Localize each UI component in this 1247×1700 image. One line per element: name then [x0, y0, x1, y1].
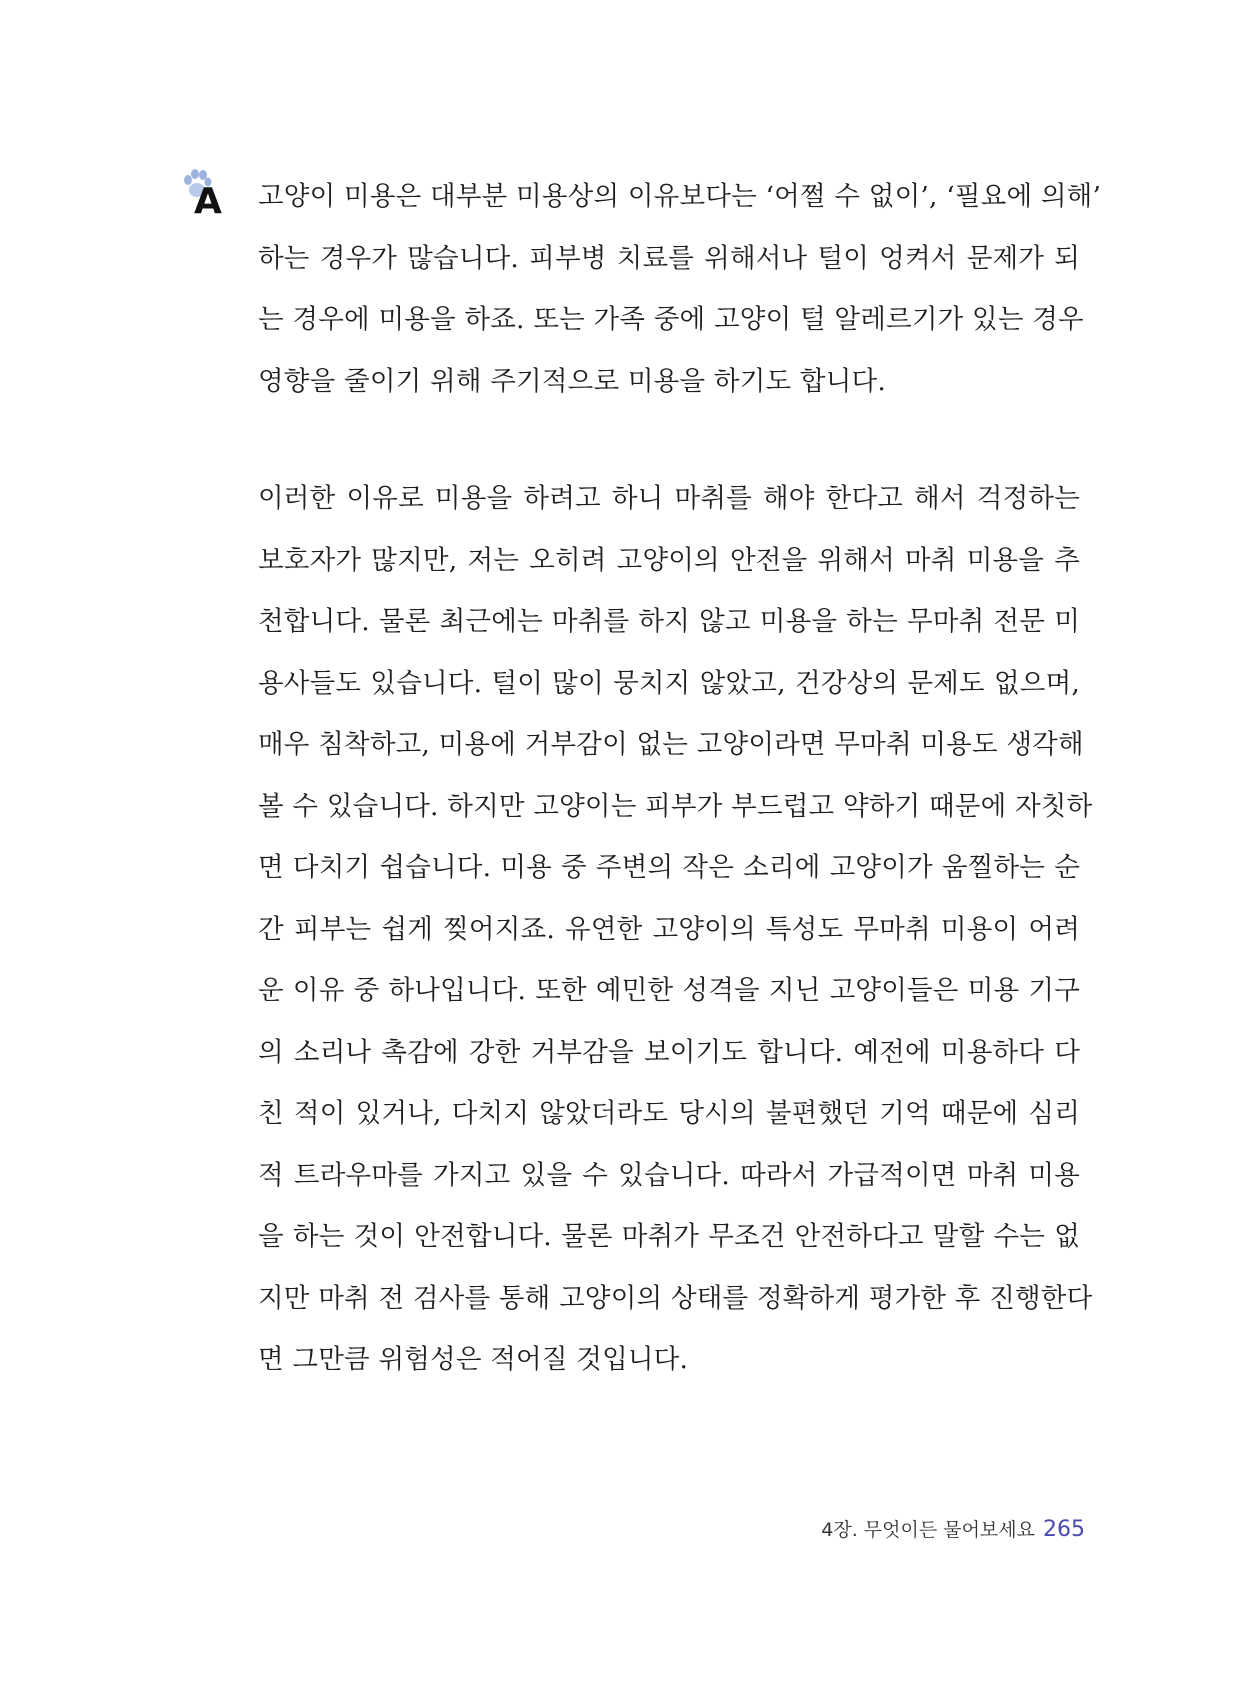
paragraph-2	[258, 468, 1093, 1391]
text-line: 매우 침착하고, 미용에 거부감이 없는 고양이라면 무마취 미용도 생각해	[258, 729, 1084, 760]
page-number: 265	[1043, 1517, 1085, 1542]
text-line: 볼 수 있습니다. 하지만 고양이는 피부가 부드럽고 약하기 때문에 자칫하	[258, 790, 1093, 822]
text-line: 적 트라우마를 가지고 있을 수 있습니다. 따라서 가급적이면 마취 미용	[258, 1159, 1080, 1191]
text-line: 영향을 줄이기 위해 주기적으로 미용을 하기도 합니다.	[258, 365, 886, 397]
paragraph-1	[258, 166, 1102, 412]
text-line: 지만 마취 전 검사를 통해 고양이의 상태를 정확하게 평가한 후 진행한다	[258, 1282, 1093, 1314]
text-line: 면 그만큼 위험성은 적어질 것입니다.	[258, 1344, 689, 1375]
text-line: 의 소리나 촉감에 강한 거부감을 보이기도 합니다. 예전에 미용하다 다	[258, 1036, 1080, 1068]
text-line: 면 다치기 쉽습니다. 미용 중 주변의 작은 소리에 고양이가 움찔하는 순	[258, 852, 1080, 883]
text-line: 이러한 이유로 미용을 하려고 하니 마취를 해야 한다고 해서 걱정하는	[258, 483, 1080, 514]
text-line: 간 피부는 쉽게 찢어지죠. 유연한 고양이의 특성도 무마취 미용이 어려	[258, 913, 1080, 945]
text-line: 천합니다. 물론 최근에는 마취를 하지 않고 미용을 하는 무마취 전문 미	[258, 606, 1080, 637]
text-line: 을 하는 것이 안전합니다. 물론 마취가 무조건 안전하다고 말할 수는 없	[258, 1221, 1080, 1252]
text-line: 운 이유 중 하나입니다. 또한 예민한 성격을 지닌 고양이들은 미용 기구	[258, 975, 1080, 1006]
text-line: 친 적이 있거나, 다치지 않았더라도 당시의 불편했던 기억 때문에 심리	[258, 1098, 1080, 1129]
text-line: 하는 경우가 많습니다. 피부병 치료를 위해서나 털이 엉켜서 문제가 되	[258, 242, 1080, 274]
page-footer	[821, 1515, 1085, 1545]
answer-marker	[180, 168, 230, 228]
text-line: 용사들도 있습니다. 털이 많이 뭉치지 않았고, 건강상의 문제도 없으며,	[258, 667, 1080, 699]
answer-letter: A	[194, 181, 222, 222]
text-line: 는 경우에 미용을 하죠. 또는 가족 중에 고양이 털 알레르기가 있는 경우	[258, 304, 1084, 335]
chapter-title: 4장. 무엇이든 물어보세요	[821, 1519, 1035, 1541]
text-line: 고양이 미용은 대부분 미용상의 이유보다는 ‘어쩔 수 없이’, ‘필요에 의해’	[258, 181, 1102, 212]
text-line: 보호자가 많지만, 저는 오히려 고양이의 안전을 위해서 마취 미용을 추	[258, 544, 1080, 576]
